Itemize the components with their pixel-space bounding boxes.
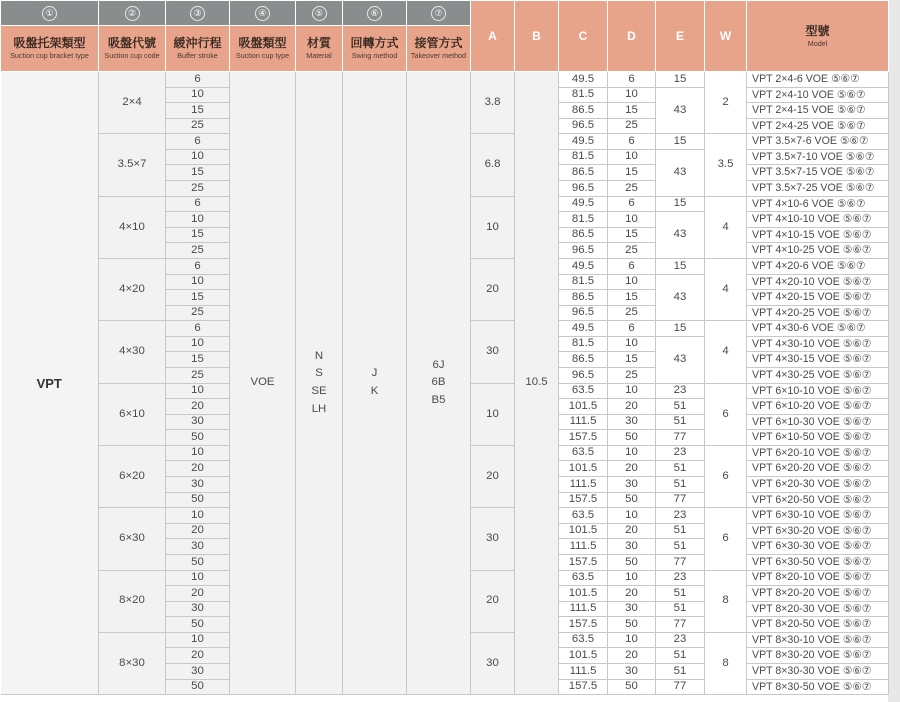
model-cell: VPT 8×30-10 VOE ⑤⑥⑦ xyxy=(747,632,889,648)
header-cup-type: 吸盤類型 Suction cup type xyxy=(230,26,296,72)
dim-D-cell: 15 xyxy=(608,227,656,243)
dim-D-cell: 20 xyxy=(608,461,656,477)
stroke-cell: 10 xyxy=(166,445,230,461)
stroke-cell: 10 xyxy=(166,149,230,165)
col-number-4: ④ xyxy=(230,1,296,26)
dim-D-cell: 10 xyxy=(608,87,656,103)
dim-E-cell: 51 xyxy=(656,477,705,493)
header-takeover-method: 接管方式 Takeover method xyxy=(407,26,471,72)
header-B: B xyxy=(515,1,559,72)
model-cell: VPT 3.5×7-25 VOE ⑤⑥⑦ xyxy=(747,181,889,197)
model-cell: VPT 4×30-6 VOE ⑤⑥⑦ xyxy=(747,321,889,337)
dim-E-cell: 43 xyxy=(656,149,705,196)
stroke-cell: 10 xyxy=(166,632,230,648)
dim-C-cell: 101.5 xyxy=(559,523,608,539)
dim-W-cell: 6 xyxy=(705,383,747,445)
dim-C-cell: 96.5 xyxy=(559,181,608,197)
stroke-cell: 10 xyxy=(166,336,230,352)
model-cell: VPT 6×20-50 VOE ⑤⑥⑦ xyxy=(747,492,889,508)
dim-W-cell: 4 xyxy=(705,258,747,320)
dim-D-cell: 30 xyxy=(608,539,656,555)
dim-E-cell: 51 xyxy=(656,663,705,679)
material-cell xyxy=(296,72,343,695)
cup-type-cell: VOE xyxy=(230,72,296,695)
dim-C-cell: 81.5 xyxy=(559,274,608,290)
dim-A-cell: 6.8 xyxy=(471,134,515,196)
takeover-option: 6B xyxy=(431,376,446,389)
col-number-6: ⑥ xyxy=(343,1,407,26)
dim-D-cell: 30 xyxy=(608,663,656,679)
cup-code-cell: 3.5×7 xyxy=(99,134,166,196)
dim-C-cell: 49.5 xyxy=(559,258,608,274)
stroke-cell: 10 xyxy=(166,87,230,103)
header-W: W xyxy=(705,1,747,72)
model-cell: VPT 4×10-25 VOE ⑤⑥⑦ xyxy=(747,243,889,259)
model-cell: VPT 4×30-15 VOE ⑤⑥⑦ xyxy=(747,352,889,368)
dim-D-cell: 50 xyxy=(608,492,656,508)
stroke-cell: 50 xyxy=(166,492,230,508)
col-number-7: ⑦ xyxy=(407,1,471,26)
dim-C-cell: 63.5 xyxy=(559,445,608,461)
dim-E-cell: 15 xyxy=(656,196,705,212)
dim-E-cell: 51 xyxy=(656,601,705,617)
dim-C-cell: 81.5 xyxy=(559,149,608,165)
model-cell: VPT 8×30-20 VOE ⑤⑥⑦ xyxy=(747,648,889,664)
dim-C-cell: 86.5 xyxy=(559,165,608,181)
dim-W-cell: 8 xyxy=(705,570,747,632)
dim-C-cell: 111.5 xyxy=(559,601,608,617)
dim-D-cell: 30 xyxy=(608,601,656,617)
stroke-cell: 10 xyxy=(166,570,230,586)
dim-C-cell: 111.5 xyxy=(559,414,608,430)
material-option: S xyxy=(315,367,323,380)
model-cell: VPT 4×10-15 VOE ⑤⑥⑦ xyxy=(747,227,889,243)
dim-A-cell: 10 xyxy=(471,196,515,258)
swing-method-cell xyxy=(343,72,407,695)
dim-D-cell: 10 xyxy=(608,570,656,586)
dim-D-cell: 6 xyxy=(608,72,656,88)
dim-C-cell: 157.5 xyxy=(559,617,608,633)
stroke-cell: 25 xyxy=(166,181,230,197)
model-cell: VPT 6×30-20 VOE ⑤⑥⑦ xyxy=(747,523,889,539)
dim-W-cell: 4 xyxy=(705,321,747,383)
dim-C-cell: 86.5 xyxy=(559,103,608,119)
dim-C-cell: 96.5 xyxy=(559,118,608,134)
cup-code-cell: 8×20 xyxy=(99,570,166,632)
model-cell: VPT 2×4-25 VOE ⑤⑥⑦ xyxy=(747,118,889,134)
model-cell: VPT 4×10-6 VOE ⑤⑥⑦ xyxy=(747,196,889,212)
cup-code-cell: 4×20 xyxy=(99,258,166,320)
dim-C-cell: 86.5 xyxy=(559,290,608,306)
header-bracket-type: 吸盤托架類型 Suction cup bracket type xyxy=(1,26,99,72)
stroke-cell: 10 xyxy=(166,508,230,524)
dim-D-cell: 10 xyxy=(608,508,656,524)
model-cell: VPT 8×30-30 VOE ⑤⑥⑦ xyxy=(747,663,889,679)
model-cell: VPT 8×20-20 VOE ⑤⑥⑦ xyxy=(747,586,889,602)
cup-code-cell: 6×20 xyxy=(99,445,166,507)
dim-E-cell: 77 xyxy=(656,430,705,446)
stroke-cell: 30 xyxy=(166,539,230,555)
dim-C-cell: 63.5 xyxy=(559,383,608,399)
model-cell: VPT 6×30-50 VOE ⑤⑥⑦ xyxy=(747,554,889,570)
dim-A-cell: 20 xyxy=(471,445,515,507)
stroke-cell: 6 xyxy=(166,134,230,150)
dim-A-cell: 30 xyxy=(471,632,515,694)
stroke-cell: 6 xyxy=(166,72,230,88)
model-cell: VPT 4×10-10 VOE ⑤⑥⑦ xyxy=(747,212,889,228)
stroke-cell: 20 xyxy=(166,523,230,539)
dim-E-cell: 43 xyxy=(656,336,705,383)
takeover-method-cell xyxy=(407,72,471,695)
col-number-2: ② xyxy=(99,1,166,26)
model-cell: VPT 8×20-50 VOE ⑤⑥⑦ xyxy=(747,617,889,633)
takeover-option: 6J xyxy=(432,358,445,371)
model-header-zh: 型號 xyxy=(805,23,830,38)
dim-A-cell: 3.8 xyxy=(471,72,515,134)
dim-D-cell: 6 xyxy=(608,321,656,337)
right-margin-strip xyxy=(888,0,900,702)
dim-A-cell: 30 xyxy=(471,508,515,570)
takeover-option: B5 xyxy=(431,393,446,406)
stroke-cell: 50 xyxy=(166,554,230,570)
cup-code-cell: 4×30 xyxy=(99,321,166,383)
dim-D-cell: 25 xyxy=(608,367,656,383)
dim-E-cell: 23 xyxy=(656,508,705,524)
dim-E-cell: 23 xyxy=(656,632,705,648)
stroke-cell: 15 xyxy=(166,227,230,243)
stroke-cell: 30 xyxy=(166,663,230,679)
model-cell: VPT 3.5×7-10 VOE ⑤⑥⑦ xyxy=(747,149,889,165)
model-cell: VPT 6×10-50 VOE ⑤⑥⑦ xyxy=(747,430,889,446)
dim-D-cell: 6 xyxy=(608,196,656,212)
stroke-cell: 6 xyxy=(166,196,230,212)
model-cell: VPT 6×10-30 VOE ⑤⑥⑦ xyxy=(747,414,889,430)
dim-C-cell: 49.5 xyxy=(559,134,608,150)
dim-E-cell: 51 xyxy=(656,648,705,664)
dim-E-cell: 77 xyxy=(656,554,705,570)
dim-D-cell: 50 xyxy=(608,617,656,633)
stroke-cell: 20 xyxy=(166,586,230,602)
material-option: N xyxy=(314,349,324,362)
dim-C-cell: 96.5 xyxy=(559,243,608,259)
swing-option: K xyxy=(370,385,379,398)
model-header-en: Model xyxy=(807,38,828,48)
dim-D-cell: 15 xyxy=(608,352,656,368)
dim-W-cell: 6 xyxy=(705,508,747,570)
stroke-cell: 25 xyxy=(166,243,230,259)
dim-C-cell: 63.5 xyxy=(559,570,608,586)
model-cell: VPT 4×20-6 VOE ⑤⑥⑦ xyxy=(747,258,889,274)
stroke-cell: 20 xyxy=(166,648,230,664)
dim-A-cell: 20 xyxy=(471,258,515,320)
model-cell: VPT 6×20-20 VOE ⑤⑥⑦ xyxy=(747,461,889,477)
swing-option: J xyxy=(371,367,378,380)
model-cell: VPT 8×30-50 VOE ⑤⑥⑦ xyxy=(747,679,889,695)
dim-W-cell: 8 xyxy=(705,632,747,694)
dim-D-cell: 15 xyxy=(608,103,656,119)
cup-code-cell: 4×10 xyxy=(99,196,166,258)
dim-D-cell: 15 xyxy=(608,165,656,181)
dim-C-cell: 49.5 xyxy=(559,72,608,88)
stroke-cell: 6 xyxy=(166,321,230,337)
dim-E-cell: 43 xyxy=(656,87,705,134)
dim-E-cell: 51 xyxy=(656,539,705,555)
dim-D-cell: 20 xyxy=(608,586,656,602)
dim-C-cell: 101.5 xyxy=(559,461,608,477)
dim-D-cell: 25 xyxy=(608,305,656,321)
dim-C-cell: 111.5 xyxy=(559,477,608,493)
dim-C-cell: 101.5 xyxy=(559,586,608,602)
dim-C-cell: 111.5 xyxy=(559,663,608,679)
stroke-cell: 30 xyxy=(166,477,230,493)
dim-W-cell: 3.5 xyxy=(705,134,747,196)
col-number-1: ① xyxy=(1,1,99,26)
dim-D-cell: 10 xyxy=(608,149,656,165)
model-cell: VPT 3.5×7-6 VOE ⑤⑥⑦ xyxy=(747,134,889,150)
dim-E-cell: 77 xyxy=(656,492,705,508)
dim-D-cell: 10 xyxy=(608,632,656,648)
dim-C-cell: 96.5 xyxy=(559,367,608,383)
material-option: LH xyxy=(311,402,327,415)
stroke-cell: 15 xyxy=(166,165,230,181)
dim-C-cell: 81.5 xyxy=(559,336,608,352)
dim-D-cell: 10 xyxy=(608,445,656,461)
header-model xyxy=(747,1,889,72)
dim-E-cell: 51 xyxy=(656,414,705,430)
stroke-cell: 20 xyxy=(166,461,230,477)
header-buffer-stroke: 緩沖行程 Buffer stroke xyxy=(166,26,230,72)
model-cell: VPT 6×20-10 VOE ⑤⑥⑦ xyxy=(747,445,889,461)
stroke-cell: 25 xyxy=(166,118,230,134)
dim-E-cell: 51 xyxy=(656,586,705,602)
model-cell: VPT 2×4-6 VOE ⑤⑥⑦ xyxy=(747,72,889,88)
dim-D-cell: 6 xyxy=(608,258,656,274)
dim-W-cell: 4 xyxy=(705,196,747,258)
stroke-cell: 6 xyxy=(166,258,230,274)
stroke-cell: 25 xyxy=(166,367,230,383)
dim-C-cell: 86.5 xyxy=(559,352,608,368)
model-cell: VPT 8×20-10 VOE ⑤⑥⑦ xyxy=(747,570,889,586)
dim-D-cell: 20 xyxy=(608,399,656,415)
dim-D-cell: 20 xyxy=(608,648,656,664)
dim-C-cell: 63.5 xyxy=(559,508,608,524)
header-C: C xyxy=(559,1,608,72)
stroke-cell: 30 xyxy=(166,601,230,617)
dim-E-cell: 23 xyxy=(656,570,705,586)
dim-W-cell: 6 xyxy=(705,445,747,507)
model-cell: VPT 3.5×7-15 VOE ⑤⑥⑦ xyxy=(747,165,889,181)
dim-C-cell: 157.5 xyxy=(559,430,608,446)
header-E: E xyxy=(656,1,705,72)
dim-A-cell: 10 xyxy=(471,383,515,445)
stroke-cell: 30 xyxy=(166,414,230,430)
stroke-cell: 25 xyxy=(166,305,230,321)
col-number-3: ③ xyxy=(166,1,230,26)
stroke-cell: 50 xyxy=(166,430,230,446)
cup-code-cell: 6×30 xyxy=(99,508,166,570)
model-cell: VPT 6×30-10 VOE ⑤⑥⑦ xyxy=(747,508,889,524)
dim-E-cell: 23 xyxy=(656,383,705,399)
dim-E-cell: 43 xyxy=(656,274,705,321)
dim-E-cell: 51 xyxy=(656,399,705,415)
model-cell: VPT 6×10-10 VOE ⑤⑥⑦ xyxy=(747,383,889,399)
stroke-cell: 50 xyxy=(166,617,230,633)
stroke-cell: 10 xyxy=(166,383,230,399)
dim-D-cell: 10 xyxy=(608,212,656,228)
cup-code-cell: 8×30 xyxy=(99,632,166,694)
dim-D-cell: 6 xyxy=(608,134,656,150)
model-cell: VPT 6×10-20 VOE ⑤⑥⑦ xyxy=(747,399,889,415)
model-cell: VPT 4×30-25 VOE ⑤⑥⑦ xyxy=(747,367,889,383)
dim-D-cell: 30 xyxy=(608,414,656,430)
dim-D-cell: 30 xyxy=(608,477,656,493)
dim-E-cell: 15 xyxy=(656,134,705,150)
dim-C-cell: 101.5 xyxy=(559,399,608,415)
dim-E-cell: 77 xyxy=(656,679,705,695)
stroke-cell: 10 xyxy=(166,274,230,290)
model-cell: VPT 4×20-10 VOE ⑤⑥⑦ xyxy=(747,274,889,290)
dim-C-cell: 81.5 xyxy=(559,87,608,103)
dim-E-cell: 43 xyxy=(656,212,705,259)
dim-C-cell: 63.5 xyxy=(559,632,608,648)
dim-C-cell: 111.5 xyxy=(559,539,608,555)
dim-E-cell: 15 xyxy=(656,321,705,337)
dim-C-cell: 157.5 xyxy=(559,679,608,695)
cup-code-cell: 2×4 xyxy=(99,72,166,134)
dim-D-cell: 25 xyxy=(608,181,656,197)
dim-C-cell: 86.5 xyxy=(559,227,608,243)
dim-D-cell: 20 xyxy=(608,523,656,539)
model-cell: VPT 4×30-10 VOE ⑤⑥⑦ xyxy=(747,336,889,352)
dim-D-cell: 50 xyxy=(608,554,656,570)
header-material: 材質 Material xyxy=(296,26,343,72)
model-cell: VPT 4×20-15 VOE ⑤⑥⑦ xyxy=(747,290,889,306)
dim-B-cell: 10.5 xyxy=(515,72,559,695)
bracket-type-cell: VPT xyxy=(1,72,99,695)
dim-C-cell: 49.5 xyxy=(559,196,608,212)
dim-E-cell: 51 xyxy=(656,523,705,539)
dim-D-cell: 15 xyxy=(608,290,656,306)
header-D: D xyxy=(608,1,656,72)
model-cell: VPT 6×20-30 VOE ⑤⑥⑦ xyxy=(747,477,889,493)
table-row xyxy=(1,72,889,88)
dim-C-cell: 49.5 xyxy=(559,321,608,337)
dim-D-cell: 10 xyxy=(608,336,656,352)
stroke-cell: 15 xyxy=(166,103,230,119)
model-cell: VPT 4×20-25 VOE ⑤⑥⑦ xyxy=(747,305,889,321)
dim-D-cell: 10 xyxy=(608,383,656,399)
dim-D-cell: 10 xyxy=(608,274,656,290)
dim-E-cell: 23 xyxy=(656,445,705,461)
header-swing-method: 回轉方式 Swing method xyxy=(343,26,407,72)
dim-D-cell: 25 xyxy=(608,243,656,259)
dim-E-cell: 77 xyxy=(656,617,705,633)
dim-C-cell: 81.5 xyxy=(559,212,608,228)
model-cell: VPT 6×30-30 VOE ⑤⑥⑦ xyxy=(747,539,889,555)
stroke-cell: 10 xyxy=(166,212,230,228)
cup-code-cell: 6×10 xyxy=(99,383,166,445)
dim-A-cell: 30 xyxy=(471,321,515,383)
stroke-cell: 20 xyxy=(166,399,230,415)
dim-C-cell: 157.5 xyxy=(559,554,608,570)
dim-E-cell: 51 xyxy=(656,461,705,477)
dim-E-cell: 15 xyxy=(656,258,705,274)
stroke-cell: 50 xyxy=(166,679,230,695)
stroke-cell: 15 xyxy=(166,352,230,368)
model-cell: VPT 8×20-30 VOE ⑤⑥⑦ xyxy=(747,601,889,617)
header-A: A xyxy=(471,1,515,72)
model-cell: VPT 2×4-10 VOE ⑤⑥⑦ xyxy=(747,87,889,103)
model-cell: VPT 2×4-15 VOE ⑤⑥⑦ xyxy=(747,103,889,119)
col-number-5: ⑤ xyxy=(296,1,343,26)
dim-C-cell: 157.5 xyxy=(559,492,608,508)
dim-A-cell: 20 xyxy=(471,570,515,632)
dim-D-cell: 50 xyxy=(608,679,656,695)
stroke-cell: 15 xyxy=(166,290,230,306)
dim-C-cell: 101.5 xyxy=(559,648,608,664)
dim-D-cell: 25 xyxy=(608,118,656,134)
dim-E-cell: 15 xyxy=(656,72,705,88)
dim-D-cell: 50 xyxy=(608,430,656,446)
dim-W-cell: 2 xyxy=(705,72,747,134)
header-cup-code: 吸盤代號 Suction cup code xyxy=(99,26,166,72)
dim-C-cell: 96.5 xyxy=(559,305,608,321)
material-option: SE xyxy=(311,385,327,398)
numbered-header-row xyxy=(1,1,889,26)
